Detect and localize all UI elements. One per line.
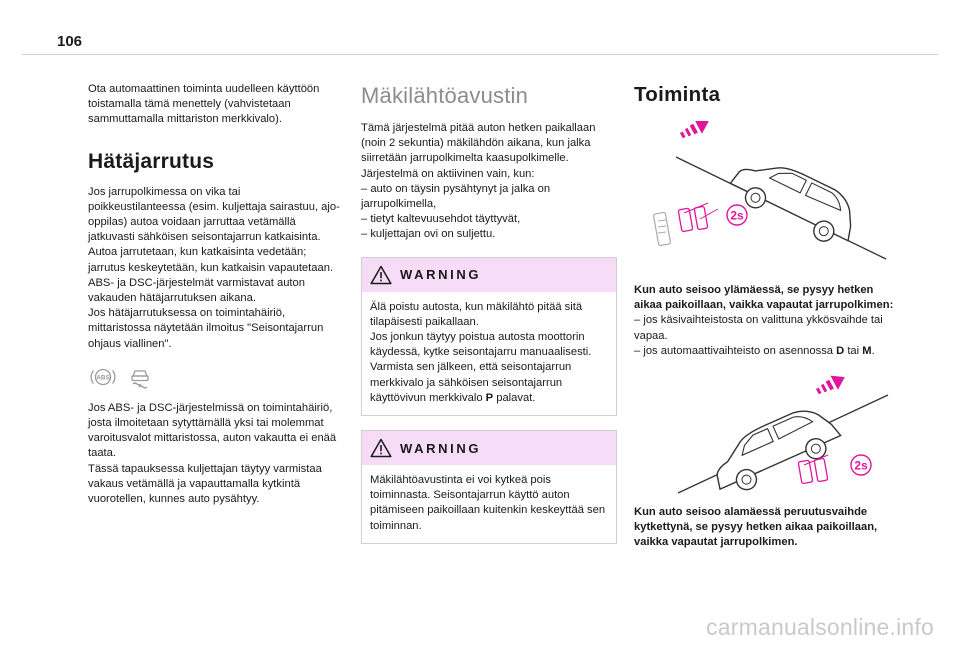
column-2: [361, 82, 617, 544]
uphill-case-automatic: – jos automaattivaihteisto on asennossa D tai M.: [634, 344, 875, 357]
uphill-caption: Kun auto seisoo ylämäessä, se pysyy hetken aikaa paikoillaan, vaikka vapautat jarrupolkimen:: [634, 284, 894, 312]
warning-lamp-icons: [90, 366, 340, 390]
svg-text:2s: 2s: [730, 208, 744, 223]
driver-stability-paragraph: Tässä tapauksessa kuljettajan täytyy varmistaa vakaus vetämällä ja vapauttamalla kytkintä vuorotellen, kunnes auto pysähtyy.: [88, 462, 322, 506]
abs-dsc-paragraph: ABS- ja DSC-järjestelmät varmistavat auton vakauden hätäjarrutuksen aikana.: [88, 276, 305, 305]
section-heading-operation: Toiminta: [634, 83, 721, 106]
section-heading-hill-start-assist: Mäkilähtöavustin: [361, 83, 529, 108]
abs-warning-icon: [90, 366, 116, 388]
warning-box-header: [362, 258, 616, 292]
hill-start-intro: Tämä järjestelmä pitää auton hetken paikallaan (noin 2 sekuntia) mäkilähdön aikana, kun jalka siirretään jarrupolkimelta kaasupolkimelle.: [361, 122, 596, 165]
warning-box-2: [361, 430, 617, 544]
uphill-case-manual: – jos käsivaihteistosta on valittuna ykkösvaihde tai vapaa.: [634, 314, 883, 342]
pedals-icon: [653, 203, 718, 246]
downhill-caption: Kun auto seisoo alamäessä peruutusvaihde kytkettynä, se pysyy hetken aikaa paikoillaan, vaikka vapautat jarrupolkimen.: [634, 506, 878, 549]
uphill-car-illustration: [634, 121, 896, 271]
column-3: [634, 82, 896, 551]
pedals-icon: [798, 455, 828, 484]
warning-triangle-icon: [370, 265, 392, 285]
header-divider: [22, 54, 938, 55]
timer-2s-icon: [727, 205, 747, 225]
warning-box-1: [361, 257, 617, 416]
condition-item: – tietyt kaltevuusehdot täyttyvät,: [361, 213, 521, 226]
malfunction-paragraph: Jos hätäjarrutuksessa on toimintahäiriö, mittaristossa näytetään ilmoitus "Seisontajarrun ohjaus viallinen".: [88, 307, 324, 350]
dsc-skid-icon: [128, 366, 152, 390]
warning-text: Älä poistu autosta, kun mäkilähtö pitää sitä tilapäisesti paikallaan.: [370, 300, 583, 328]
conditions-lead: Järjestelmä on aktiivinen vain, kun:: [361, 167, 535, 180]
warning-triangle-icon: [370, 438, 392, 458]
warning-title: WARNING: [400, 440, 482, 456]
column-1: [88, 82, 340, 507]
warning-title: WARNING: [400, 267, 482, 283]
timer-2s-icon: [851, 455, 871, 475]
svg-text:2s: 2s: [854, 458, 868, 473]
gear-p-label: P: [485, 391, 494, 404]
abs-dsc-malfunction-paragraph: Jos ABS- ja DSC-järjestelmissä on toimintahäiriö, josta ilmoitetaan sytyttämällä yksi tai molemmat varoitusvalot mittaristossa, auton vakautta ei enää taata.: [88, 401, 337, 460]
warning-box-body: [362, 292, 616, 415]
downhill-car-illustration: [634, 371, 896, 499]
abs-icon-label: ABS: [96, 374, 110, 382]
condition-item: – kuljettajan ovi on suljettu.: [361, 228, 496, 241]
watermark: carmanualsonline.info: [706, 614, 934, 640]
warning-box-header: [362, 431, 616, 465]
motion-arrow-icon: [814, 371, 849, 399]
page-number: 106: [57, 33, 83, 50]
emergency-braking-paragraph: Jos jarrupolkimessa on vika tai poikkeustilanteessa (esim. kuljettaja sairastuu, ajo-oppilas) autoa voidaan jarruttaa vetämällä jatkuvasti sähköisen seisontajarrun katkaisinta. Autoa jarrutetaan, kun katkaisinta vedetään; jarrutus keskeytetään, kun katkaisin vapautetaan.: [88, 185, 340, 274]
warning-text: Mäkilähtöavustinta ei voi kytkeä pois toiminnasta. Seisontajarrun käyttö auton pitämiseen paikoillaan kuitenkin keskeyttää sen toiminnan.: [370, 474, 606, 532]
section-heading-emergency-braking: Hätäjarrutus: [88, 149, 215, 173]
motion-arrow-icon: [678, 121, 713, 143]
intro-paragraph: Ota automaattinen toiminta uudelleen käyttöön toistamalla tämä menettely (vahvistetaan sammuttamalla mittariston merkkivalo).: [88, 83, 320, 126]
warning-text-parking-brake: Jos jonkun täytyy poistua autosta moottorin käydessä, kytke seisontajarru manuaalisesti. Varmista sen jälkeen, että seisontajarrun merkkivalo ja sähköisen seisontajarrun käyttövivun merkkivalo P palavat.: [370, 331, 592, 404]
warning-box-body: [362, 465, 616, 543]
condition-item: – auto on täysin pysähtynyt ja jalka on jarrupolkimella,: [361, 182, 551, 211]
